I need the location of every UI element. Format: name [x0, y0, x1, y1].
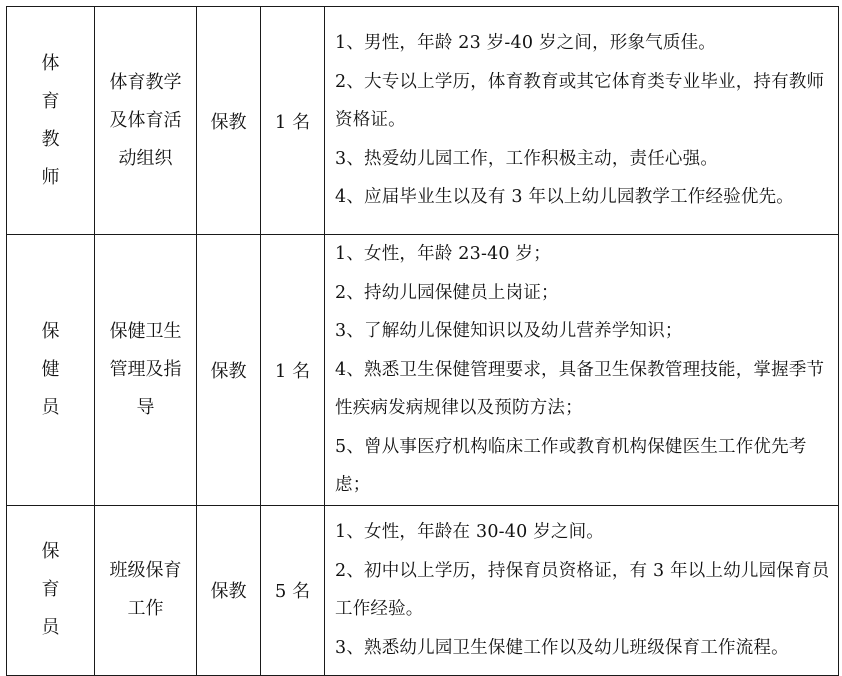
requirement-item: 2、大专以上学历，体育教育或其它体育类专业毕业，持有教师资格证。 [335, 71, 825, 131]
requirement-item: 2、初中以上学历，持保育员资格证，有 3 年以上幼儿园保育员工作经验。 [335, 560, 830, 619]
duty-cell [95, 235, 197, 506]
requirement-item: 3、熟悉幼儿园卫生保健工作以及幼儿班级保育工作流程。 [335, 637, 789, 658]
category-text: 保教 [210, 581, 247, 602]
table-row [7, 235, 839, 506]
requirement-item: 3、热爱幼儿园工作，工作积极主动，责任心强。 [335, 148, 719, 169]
requirements-list [335, 235, 832, 505]
count-text: 1 名 [274, 360, 311, 382]
category-cell [197, 235, 261, 506]
recruitment-table [6, 6, 839, 676]
position-cell [7, 505, 95, 675]
table-row [7, 505, 839, 675]
category-text: 保教 [210, 111, 247, 133]
requirement-item: 5、曾从事医疗机构临床工作或教育机构保健医生工作优先考虑； [335, 436, 807, 495]
requirements-cell [325, 235, 839, 506]
count-cell [261, 7, 325, 235]
requirements-list [335, 24, 832, 217]
category-cell [197, 505, 261, 675]
requirement-item: 2、持幼儿园保健员上岗证； [335, 282, 559, 303]
requirements-list [335, 513, 832, 667]
position-cell [7, 235, 95, 506]
count-cell [261, 235, 325, 506]
requirement-item: 3、了解幼儿保健知识以及幼儿营养学知识； [335, 321, 683, 341]
count-cell [261, 505, 325, 675]
duty-text: 体育教学及体育活动组织 [109, 71, 182, 169]
position-title: 体育教师 [41, 52, 60, 188]
count-text: 5 名 [274, 581, 311, 602]
requirements-cell [325, 505, 839, 675]
duty-text: 保健卫生管理及指导 [109, 320, 182, 418]
requirement-item: 1、女性，年龄 23-40 岁； [335, 244, 551, 264]
requirement-item: 4、应届毕业生以及有 3 年以上幼儿园教学工作经验优先。 [335, 187, 794, 208]
duty-cell [95, 505, 197, 675]
position-title: 保健员 [41, 320, 60, 418]
requirement-item: 1、男性，年龄 23 岁-40 岁之间，形象气质佳。 [335, 33, 716, 54]
requirements-cell [325, 7, 839, 235]
position-title: 保育员 [41, 541, 60, 638]
duty-cell [95, 7, 197, 235]
requirement-item: 1、女性，年龄在 30-40 岁之间。 [335, 522, 605, 542]
position-cell [7, 7, 95, 235]
count-text: 1 名 [274, 111, 311, 133]
category-text: 保教 [210, 360, 247, 382]
category-cell [197, 7, 261, 235]
table-row [7, 7, 839, 235]
duty-text: 班级保育工作 [109, 560, 182, 619]
requirement-item: 4、熟悉卫生保健管理要求，具备卫生保教管理技能，掌握季节性疾病发病规律以及预防方法； [335, 359, 825, 418]
